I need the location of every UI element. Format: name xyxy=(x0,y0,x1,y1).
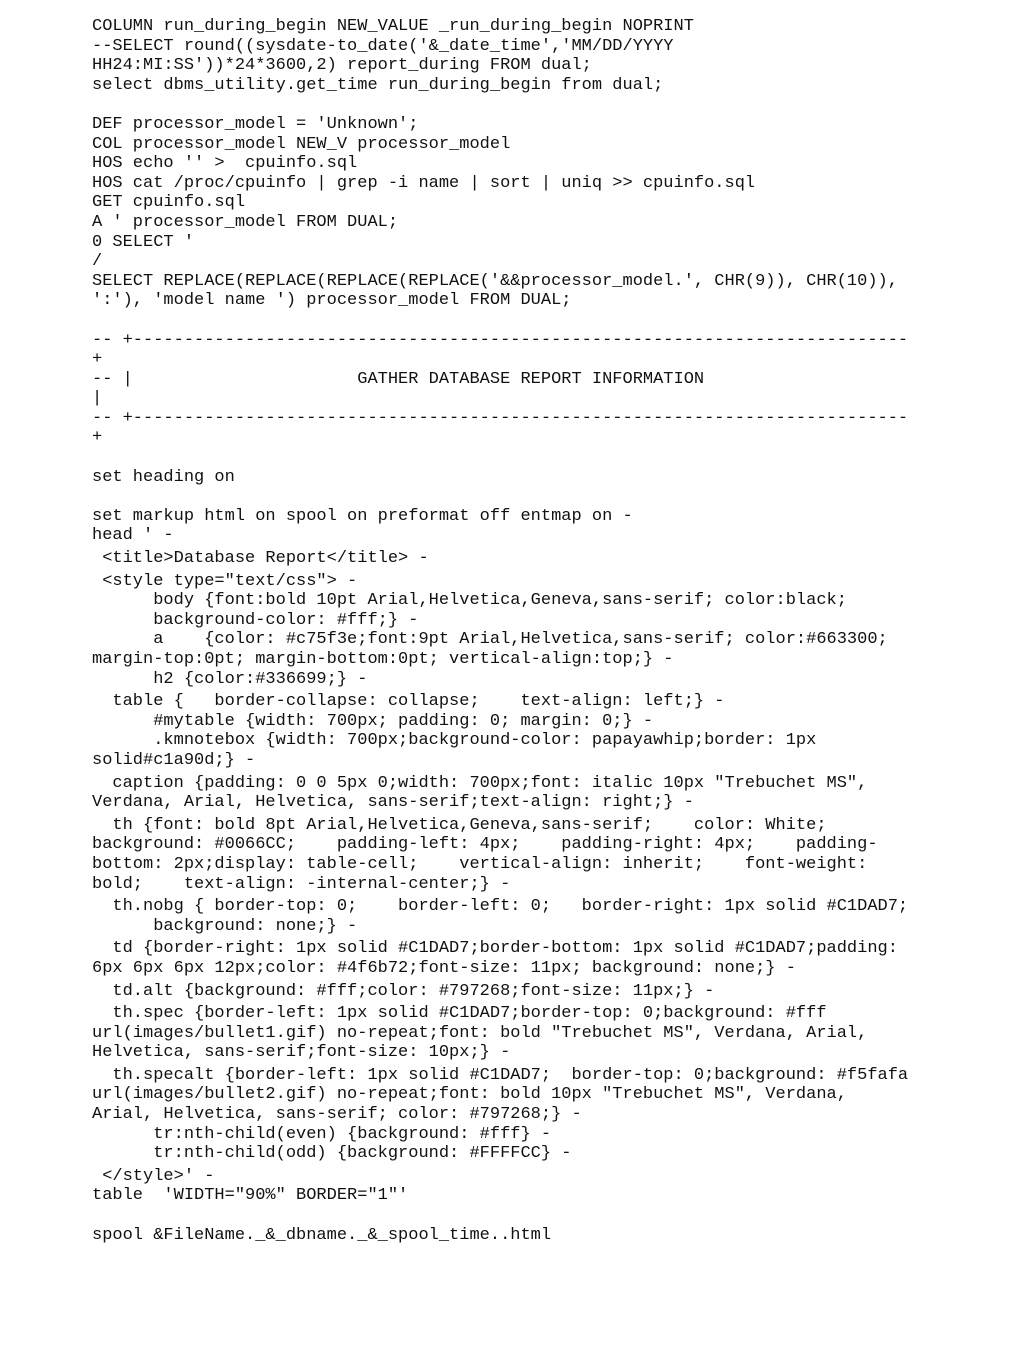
code-document xyxy=(92,17,992,1245)
code-line: <title>Database Report</title> - xyxy=(92,549,429,569)
code-line: td {border-right: 1px solid #C1DAD7;border-bottom: 1px solid #C1DAD7;padding: xyxy=(92,939,898,959)
banner-title-wrap: | xyxy=(92,389,103,409)
code-line: HH24:MI:SS'))*24*3600,2) report_during FROM dual; xyxy=(92,56,592,76)
code-block-run-during-begin xyxy=(92,17,992,95)
banner-rule-wrap: + xyxy=(92,428,103,448)
code-line: bold; text-align: -internal-center;} - xyxy=(92,874,511,894)
code-block-markup-html xyxy=(92,507,992,1206)
code-line: Verdana, Arial, Helvetica, sans-serif;text-align: right;} - xyxy=(92,793,694,813)
code-line: HOS echo '' > cpuinfo.sql xyxy=(92,154,358,174)
code-line: Arial, Helvetica, sans-serif; color: #797268;} - xyxy=(92,1105,582,1125)
code-line: GET cpuinfo.sql xyxy=(92,193,246,213)
banner-rule-wrap: + xyxy=(92,350,103,370)
code-line: table { border-collapse: collapse; text-align: left;} - xyxy=(92,692,725,712)
code-line: head ' - xyxy=(92,526,174,546)
code-line: bottom: 2px;display: table-cell; vertical-align: inherit; font-weight: xyxy=(92,854,868,874)
code-line: <style type="text/css"> - xyxy=(92,571,358,591)
blank-line xyxy=(92,311,992,331)
code-line: A ' processor_model FROM DUAL; xyxy=(92,212,399,232)
code-line: url(images/bullet2.gif) no-repeat;font: bold 10px "Trebuchet MS", Verdana, xyxy=(92,1085,847,1105)
code-line: ':'), 'model name ') processor_model FROM DUAL; xyxy=(92,291,572,311)
code-line: --SELECT round((sysdate-to_date('&_date_time','MM/DD/YYYY xyxy=(92,36,674,56)
blank-line xyxy=(92,1206,992,1226)
code-line: COL processor_model NEW_V processor_model xyxy=(92,134,511,154)
code-line: COLUMN run_during_begin NEW_VALUE _run_during_begin NOPRINT xyxy=(92,17,694,36)
code-line: .kmnotebox {width: 700px;background-color: papayawhip;border: 1px xyxy=(92,731,817,751)
code-line: th.nobg { border-top: 0; border-left: 0; border-right: 1px solid #C1DAD7; xyxy=(92,897,909,917)
code-block-heading-on xyxy=(92,468,992,488)
code-line: solid#c1a90d;} - xyxy=(92,750,256,770)
code-block-processor-model xyxy=(92,115,992,311)
code-line: th {font: bold 8pt Arial,Helvetica,Geneva,sans-serif; color: White; xyxy=(92,815,827,835)
code-line: background: none;} - xyxy=(92,916,358,936)
blank-line xyxy=(92,487,992,507)
code-line: set markup html on spool on preformat off entmap on - xyxy=(92,506,633,526)
code-line: SELECT REPLACE(REPLACE(REPLACE(REPLACE('&&processor_model.', CHR(9)), CHR(10)), xyxy=(92,271,898,291)
blank-line xyxy=(92,448,992,468)
banner-rule: -- +---------------------------------------------------------------------------- xyxy=(92,330,909,350)
banner-title: -- | GATHER DATABASE REPORT INFORMATION xyxy=(92,369,705,389)
code-line: spool &FileName._&_dbname._&_spool_time..html xyxy=(92,1225,552,1245)
code-line: background: #0066CC; padding-left: 4px; padding-right: 4px; padding- xyxy=(92,835,878,855)
code-line: tr:nth-child(odd) {background: #FFFFCC} - xyxy=(92,1144,572,1164)
code-line: set heading on xyxy=(92,467,235,487)
code-block-spool xyxy=(92,1226,992,1246)
code-line: background-color: #fff;} - xyxy=(92,610,419,630)
code-line: #mytable {width: 700px; padding: 0; margin: 0;} - xyxy=(92,711,654,731)
code-line: DEF processor_model = 'Unknown'; xyxy=(92,114,419,134)
code-line: </style>' - xyxy=(92,1166,215,1186)
code-line: a {color: #c75f3e;font:9pt Arial,Helvetica,sans-serif; color:#663300; xyxy=(92,630,888,650)
code-line: select dbms_utility.get_time run_during_begin from dual; xyxy=(92,75,664,95)
code-line: h2 {color:#336699;} - xyxy=(92,669,368,689)
code-line: / xyxy=(92,252,103,272)
code-line: margin-top:0pt; margin-bottom:0pt; vertical-align:top;} - xyxy=(92,650,674,669)
code-line: Helvetica, sans-serif;font-size: 10px;} - xyxy=(92,1043,511,1063)
banner-rule: -- +---------------------------------------------------------------------------- xyxy=(92,408,909,428)
code-line: tr:nth-child(even) {background: #fff} - xyxy=(92,1124,552,1144)
code-line: td.alt {background: #fff;color: #797268;font-size: 11px;} - xyxy=(92,981,715,1001)
code-line: table 'WIDTH="90%" BORDER="1"' xyxy=(92,1186,409,1206)
code-line: 6px 6px 6px 12px;color: #4f6b72;font-size: 11px; background: none;} - xyxy=(92,958,796,978)
blank-line xyxy=(92,95,992,115)
code-line: body {font:bold 10pt Arial,Helvetica,Geneva,sans-serif; color:black; xyxy=(92,591,847,611)
code-line: th.specalt {border-left: 1px solid #C1DAD7; border-top: 0;background: #f5fafa xyxy=(92,1065,909,1085)
code-line: th.spec {border-left: 1px solid #C1DAD7;border-top: 0;background: #fff xyxy=(92,1004,827,1024)
code-line: HOS cat /proc/cpuinfo | grep -i name | sort | uniq >> cpuinfo.sql xyxy=(92,173,756,193)
section-banner xyxy=(92,331,992,449)
code-line: url(images/bullet1.gif) no-repeat;font: bold "Trebuchet MS", Verdana, Arial, xyxy=(92,1023,868,1043)
code-line: caption {padding: 0 0 5px 0;width: 700px;font: italic 10px "Trebuchet MS", xyxy=(92,773,868,793)
code-line: 0 SELECT ' xyxy=(92,232,195,252)
